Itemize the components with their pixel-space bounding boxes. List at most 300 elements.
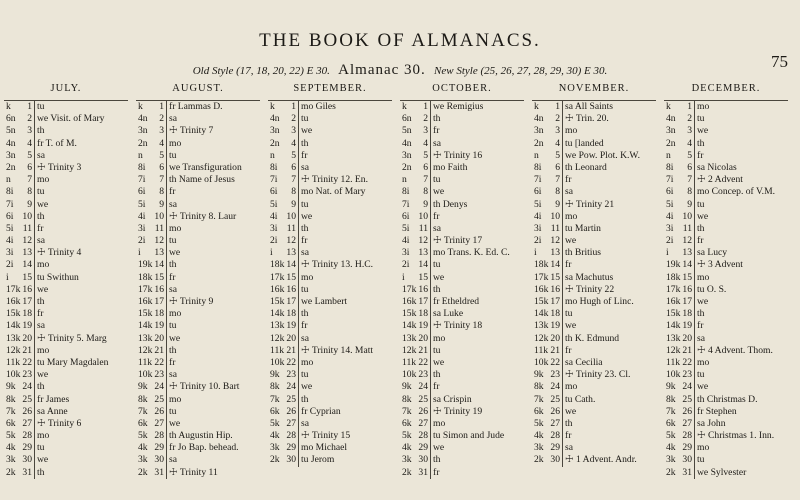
- dominical-letter: 7i: [138, 174, 146, 186]
- calendar-row: [400, 211, 524, 223]
- day-entry: fr: [697, 320, 704, 332]
- dominical-letter: 8k: [402, 393, 412, 405]
- day-number: 3: [154, 125, 167, 137]
- calendar-row: [400, 394, 524, 406]
- calendar-row: [136, 211, 260, 223]
- dominical-letter: 10k: [666, 369, 681, 381]
- dominical-letter: 16k: [270, 283, 285, 295]
- calendar-row: [400, 369, 524, 381]
- dominical-letter: 9k: [6, 381, 16, 393]
- day-number: 17: [682, 296, 695, 308]
- dominical-letter: 5k: [666, 430, 676, 442]
- day-number: 8: [286, 186, 299, 198]
- day-entry: tu [landed: [565, 137, 604, 149]
- dominical-letter: 9k: [534, 369, 544, 381]
- day-entry: tu: [697, 113, 705, 125]
- calendar-row: [400, 284, 524, 296]
- day-entry: sa: [169, 113, 177, 125]
- calendar-row: [532, 454, 656, 466]
- calendar-row: [4, 442, 128, 454]
- day-entry: mo: [697, 101, 710, 112]
- calendar-row: [136, 418, 260, 430]
- day-number: 2: [22, 113, 35, 125]
- dominical-letter: 5i: [270, 198, 278, 210]
- day-entry: mo Faith: [433, 161, 468, 173]
- month-table: [4, 100, 128, 479]
- month-table: [664, 100, 788, 479]
- day-entry: ☩ 4 Advent. Thom.: [697, 344, 773, 356]
- day-number: 2: [550, 113, 563, 125]
- day-number: 30: [550, 454, 563, 466]
- calendar-row: [4, 150, 128, 162]
- calendar-row: [268, 162, 392, 174]
- day-entry: sa John: [697, 417, 726, 429]
- day-entry: th: [37, 381, 45, 393]
- calendar-row: [268, 113, 392, 125]
- day-entry: we Visit. of Mary: [37, 113, 105, 125]
- calendar-row: [268, 272, 392, 284]
- day-number: 2: [418, 113, 431, 125]
- day-entry: ☩ Trinity 23. Cl.: [565, 369, 631, 381]
- calendar-row: [268, 320, 392, 332]
- month-column-november: [532, 80, 656, 467]
- dominical-letter: 13k: [402, 332, 417, 344]
- dominical-letter: 4n: [6, 137, 16, 149]
- day-number: 4: [286, 138, 299, 150]
- calendar-row: [532, 320, 656, 332]
- calendar-row: [136, 357, 260, 369]
- dominical-letter: 17k: [534, 271, 549, 283]
- calendar-row: [268, 381, 392, 393]
- day-number: 15: [682, 272, 695, 284]
- calendar-row: [532, 138, 656, 150]
- subtitle-line: [0, 62, 800, 79]
- calendar-row: [532, 357, 656, 369]
- dominical-letter: 2i: [138, 235, 146, 247]
- calendar-row: [532, 345, 656, 357]
- calendar-row: [4, 369, 128, 381]
- calendar-row: [532, 150, 656, 162]
- dominical-letter: 9k: [666, 381, 676, 393]
- day-number: 17: [22, 296, 35, 308]
- day-entry: sa: [37, 320, 45, 332]
- calendar-row: [664, 381, 788, 393]
- day-number: 14: [22, 259, 35, 271]
- day-number: 13: [154, 247, 167, 259]
- day-number: 19: [154, 320, 167, 332]
- day-entry: tu Jerom: [301, 454, 335, 466]
- day-entry: tu Cath.: [565, 393, 596, 405]
- dominical-letter: 5i: [6, 222, 14, 234]
- day-entry: th: [301, 393, 309, 405]
- day-number: 21: [550, 345, 563, 357]
- day-entry: th: [697, 137, 705, 149]
- dominical-letter: n: [270, 149, 275, 161]
- day-entry: fr: [697, 235, 704, 247]
- dominical-letter: 17k: [6, 283, 21, 295]
- day-number: 29: [22, 442, 35, 454]
- day-number: 10: [22, 211, 35, 223]
- dominical-letter: 4i: [6, 235, 14, 247]
- day-entry: sa: [169, 198, 177, 210]
- day-entry: we: [565, 235, 577, 247]
- day-number: 21: [418, 345, 431, 357]
- calendar-row: [400, 272, 524, 284]
- day-entry: we: [169, 332, 181, 344]
- day-number: 11: [154, 223, 167, 235]
- calendar-row: [532, 442, 656, 454]
- day-entry: mo: [37, 259, 50, 271]
- calendar-row: [664, 357, 788, 369]
- day-number: 15: [418, 272, 431, 284]
- day-entry: tu: [565, 308, 573, 320]
- day-entry: mo: [169, 222, 182, 234]
- day-entry: mo: [37, 430, 50, 442]
- day-entry: fr: [565, 344, 572, 356]
- day-number: 20: [154, 333, 167, 345]
- day-number: 23: [286, 369, 299, 381]
- dominical-letter: 8i: [534, 161, 542, 173]
- day-number: 25: [682, 394, 695, 406]
- day-number: 1: [154, 101, 167, 113]
- calendar-row: [136, 454, 260, 466]
- day-number: 27: [550, 418, 563, 430]
- day-number: 12: [286, 235, 299, 247]
- day-number: 26: [22, 406, 35, 418]
- dominical-letter: 12k: [138, 344, 153, 356]
- calendar-row: [268, 430, 392, 442]
- dominical-letter: 11k: [6, 356, 21, 368]
- dominical-letter: 8i: [402, 186, 410, 198]
- day-entry: ☩ Trinity 12. En.: [301, 174, 368, 186]
- day-entry: ☩ 3 Advent: [697, 259, 743, 271]
- day-entry: th: [433, 369, 441, 381]
- calendar-row: [4, 138, 128, 150]
- calendar-row: [136, 174, 260, 186]
- dominical-letter: 16k: [138, 296, 153, 307]
- day-entry: fr: [301, 149, 308, 161]
- day-entry: th Leonard: [565, 161, 607, 173]
- dominical-letter: 6k: [666, 417, 676, 429]
- day-entry: ☩ Trinity 5. Marg: [37, 332, 107, 344]
- month-column-september: [268, 80, 392, 467]
- month-column-december: [664, 80, 788, 479]
- day-entry: th: [301, 137, 309, 149]
- day-entry: ☩ Trinity 9: [169, 296, 214, 307]
- day-entry: ☩ Trinity 6: [37, 417, 82, 429]
- day-entry: sa: [301, 247, 309, 259]
- day-entry: fr: [433, 210, 440, 222]
- day-entry: fr: [169, 356, 176, 368]
- dominical-letter: 5i: [138, 198, 146, 210]
- dominical-letter: 7i: [6, 198, 14, 210]
- calendar-row: [136, 467, 260, 479]
- calendar-row: [664, 394, 788, 406]
- day-number: 4: [418, 138, 431, 150]
- day-number: 22: [418, 357, 431, 369]
- dominical-letter: 12k: [6, 344, 21, 356]
- calendar-row: [664, 333, 788, 345]
- day-entry: mo Concep. of V.M.: [697, 186, 775, 198]
- dominical-letter: 10k: [138, 369, 153, 381]
- dominical-letter: 6i: [138, 186, 146, 198]
- day-number: 22: [154, 357, 167, 369]
- calendar-row: [532, 296, 656, 308]
- dominical-letter: 5i: [534, 198, 542, 210]
- day-number: 18: [682, 308, 695, 320]
- dominical-letter: 6k: [534, 405, 544, 417]
- calendar-row: [268, 418, 392, 430]
- day-entry: mo: [169, 137, 182, 149]
- day-number: 9: [286, 199, 299, 211]
- day-number: 16: [154, 284, 167, 296]
- dominical-letter: 14k: [6, 320, 21, 332]
- dominical-letter: 5k: [138, 430, 148, 442]
- day-number: 28: [682, 430, 695, 442]
- day-entry: sa Nicolas: [697, 161, 737, 173]
- dominical-letter: 5i: [666, 198, 674, 210]
- day-number: 4: [22, 138, 35, 150]
- calendar-row: [4, 394, 128, 406]
- calendar-row: [4, 235, 128, 247]
- calendar-row: [532, 223, 656, 235]
- dominical-letter: i: [6, 271, 9, 283]
- dominical-letter: 2i: [270, 235, 278, 247]
- calendar-row: [664, 284, 788, 296]
- day-number: 5: [550, 150, 563, 162]
- calendar-row: [268, 138, 392, 150]
- dominical-letter: 6k: [402, 417, 412, 429]
- calendar-row: [136, 199, 260, 211]
- dominical-letter: 4k: [6, 442, 16, 454]
- calendar-row: [4, 430, 128, 442]
- day-entry: sa: [433, 222, 441, 234]
- calendar-row: [664, 223, 788, 235]
- calendar-row: [4, 247, 128, 259]
- dominical-letter: 6i: [270, 186, 278, 198]
- calendar-row: [532, 174, 656, 186]
- day-number: 28: [550, 430, 563, 442]
- calendar-row: [400, 381, 524, 393]
- calendar-row: [136, 272, 260, 284]
- dominical-letter: 3i: [138, 222, 146, 234]
- day-number: 9: [550, 199, 563, 211]
- day-number: 24: [154, 381, 167, 393]
- day-number: 14: [550, 259, 563, 271]
- calendar-row: [268, 199, 392, 211]
- month-table: [532, 100, 656, 467]
- day-entry: th: [697, 308, 705, 320]
- day-number: 30: [154, 454, 167, 466]
- calendar-row: [532, 381, 656, 393]
- calendar-row: [136, 162, 260, 174]
- dominical-letter: 2k: [270, 454, 280, 466]
- dominical-letter: 2k: [534, 454, 544, 466]
- calendar-row: [4, 454, 128, 466]
- day-entry: mo Trans. K. Ed. C.: [433, 247, 510, 259]
- day-number: 25: [22, 394, 35, 406]
- dominical-letter: 6i: [402, 210, 410, 222]
- calendar-row: [532, 199, 656, 211]
- calendar-row: [532, 162, 656, 174]
- dominical-letter: 3k: [666, 454, 676, 466]
- day-entry: fr James: [37, 393, 70, 405]
- day-entry: fr: [565, 174, 572, 186]
- day-number: 14: [154, 259, 167, 271]
- day-number: 23: [550, 369, 563, 381]
- day-entry: we: [697, 381, 709, 393]
- calendar-row: [268, 357, 392, 369]
- day-number: 30: [682, 454, 695, 466]
- day-number: 29: [682, 442, 695, 454]
- dominical-letter: 11k: [138, 356, 153, 368]
- day-number: 17: [154, 296, 167, 308]
- dominical-letter: 8k: [138, 393, 148, 405]
- calendar-row: [4, 223, 128, 235]
- day-entry: th: [301, 308, 309, 320]
- day-entry: ☩ Trinity 8. Laur: [169, 210, 237, 222]
- day-number: 12: [550, 235, 563, 247]
- day-number: 7: [154, 174, 167, 186]
- dominical-letter: 18k: [138, 271, 153, 283]
- day-entry: th: [37, 466, 45, 478]
- dominical-letter: 3n: [534, 125, 544, 137]
- day-entry: th K. Edmund: [565, 332, 620, 344]
- day-number: 23: [22, 369, 35, 381]
- day-entry: tu: [433, 344, 441, 356]
- day-entry: we Transfiguration: [169, 161, 242, 173]
- calendar-row: [400, 308, 524, 320]
- day-number: 31: [154, 467, 167, 479]
- day-entry: sa Machutus: [565, 271, 614, 283]
- day-entry: we: [301, 125, 313, 137]
- day-number: 14: [682, 259, 695, 271]
- day-entry: we: [565, 405, 577, 417]
- day-entry: sa All Saints: [565, 101, 613, 112]
- month-column-august: [136, 80, 260, 479]
- day-entry: sa: [565, 186, 573, 198]
- day-entry: fr: [301, 235, 308, 247]
- day-number: 22: [286, 357, 299, 369]
- dominical-letter: 13k: [270, 320, 285, 332]
- calendar-row: [664, 272, 788, 284]
- dominical-letter: 13k: [138, 332, 153, 344]
- day-entry: ☩ Trinity 22: [565, 283, 615, 295]
- dominical-letter: k: [270, 101, 275, 112]
- day-entry: sa: [433, 137, 441, 149]
- day-entry: th: [37, 296, 45, 307]
- day-number: 9: [22, 199, 35, 211]
- day-entry: th: [565, 417, 573, 429]
- day-entry: tu: [169, 320, 177, 332]
- calendar-row: [136, 113, 260, 125]
- dominical-letter: 3i: [270, 222, 278, 234]
- dominical-letter: 2k: [666, 466, 676, 478]
- day-number: 2: [286, 113, 299, 125]
- calendar-row: [136, 430, 260, 442]
- dominical-letter: 10k: [6, 369, 21, 381]
- day-entry: fr: [433, 125, 440, 137]
- calendar-row: [400, 223, 524, 235]
- calendar-row: [400, 247, 524, 259]
- day-entry: ☩ Trinity 21: [565, 198, 615, 210]
- dominical-letter: 9k: [402, 381, 412, 393]
- day-number: 5: [22, 150, 35, 162]
- dominical-letter: 2n: [534, 137, 544, 149]
- calendar-row: [400, 150, 524, 162]
- calendar-row: [664, 308, 788, 320]
- day-number: 20: [550, 333, 563, 345]
- day-number: 21: [154, 345, 167, 357]
- calendar-row: [136, 259, 260, 271]
- day-entry: th: [37, 125, 45, 137]
- calendar-row: [4, 211, 128, 223]
- day-entry: ☩ 1 Advent. Andr.: [565, 454, 637, 466]
- dominical-letter: 6n: [402, 113, 412, 125]
- day-entry: fr Lammas D.: [169, 101, 223, 112]
- calendar-row: [664, 174, 788, 186]
- day-number: 29: [154, 442, 167, 454]
- calendar-row: [400, 174, 524, 186]
- dominical-letter: 12k: [402, 344, 417, 356]
- day-number: 30: [22, 454, 35, 466]
- calendar-row: [136, 150, 260, 162]
- day-number: 25: [154, 394, 167, 406]
- day-number: 23: [682, 369, 695, 381]
- dominical-letter: 2i: [666, 235, 674, 247]
- dominical-letter: 17k: [402, 283, 417, 295]
- dominical-letter: 6i: [534, 186, 542, 198]
- day-number: 5: [682, 150, 695, 162]
- calendar-row: [400, 199, 524, 211]
- day-number: 16: [550, 284, 563, 296]
- calendar-row: [136, 333, 260, 345]
- calendar-row: [268, 394, 392, 406]
- day-number: 9: [154, 199, 167, 211]
- calendar-row: [664, 345, 788, 357]
- calendar-row: [136, 284, 260, 296]
- day-entry: mo Michael: [301, 442, 348, 454]
- dominical-letter: 8k: [666, 393, 676, 405]
- dominical-letter: i: [270, 247, 273, 259]
- day-entry: we Pow. Plot. K.W.: [565, 149, 640, 161]
- dominical-letter: 4n: [138, 113, 148, 125]
- day-entry: we: [433, 186, 445, 198]
- calendar-row: [400, 467, 524, 479]
- calendar-row: [400, 125, 524, 137]
- calendar-row: [664, 235, 788, 247]
- day-number: 8: [682, 186, 695, 198]
- day-entry: fr Cyprian: [301, 405, 341, 417]
- day-number: 19: [682, 320, 695, 332]
- calendar-row: [400, 454, 524, 466]
- day-number: 25: [418, 394, 431, 406]
- dominical-letter: 8i: [666, 161, 674, 173]
- dominical-letter: 6k: [138, 417, 148, 429]
- dominical-letter: 5n: [402, 125, 412, 137]
- dominical-letter: 11k: [534, 344, 549, 356]
- dominical-letter: 2n: [270, 137, 280, 149]
- calendar-row: [136, 442, 260, 454]
- day-entry: we: [697, 125, 709, 137]
- day-entry: we: [433, 442, 445, 454]
- month-heading: SEPTEMBER.: [293, 83, 367, 94]
- calendar-row: [664, 211, 788, 223]
- dominical-letter: 2k: [402, 466, 412, 478]
- day-entry: ☩ 2 Advent: [697, 174, 743, 186]
- day-entry: fr: [433, 466, 440, 478]
- day-entry: we: [37, 369, 49, 381]
